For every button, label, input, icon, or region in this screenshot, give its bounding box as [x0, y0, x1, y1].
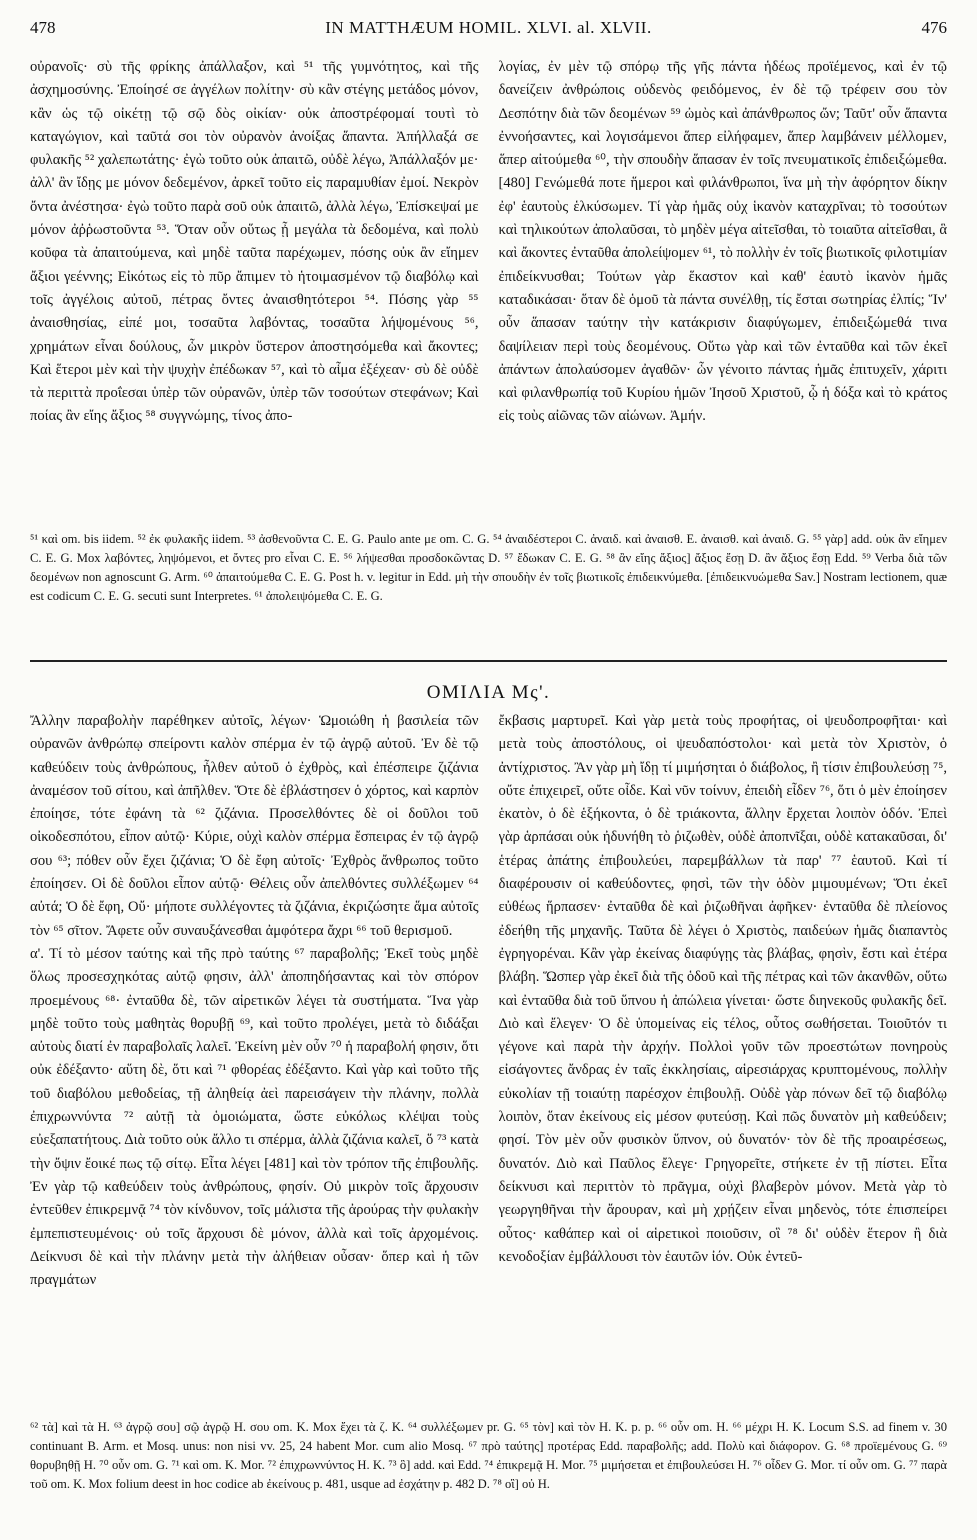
text-column-right-lower: ἔκβασις μαρτυρεῖ. Καὶ γὰρ μετὰ τοὺς προφήτας, οἱ ψευδοπροφῆται· καὶ μετὰ τοὺς ἀποστόλους, οἱ ψευδαπόστολοι· καὶ μετὰ τὸν Χριστὸν, ὁ ἀντίχριστος. Ἂν γὰρ μὴ ἴδῃ τί μιμήσηται ὁ διάβολος, ἢ τίσιν ἐπιβουλεύσῃ ⁷⁵, οὔτε ἐπιχειρεῖ, οὔτε οἶδε. Καὶ νῦν τοίνυν, ἐπειδὴ εἶδεν ⁷⁶, ὅτι ὁ μὲν ἐποίησεν ἑκατὸν, ὁ δὲ ἑξήκοντα, ὁ δὲ τριάκοντα, ἄλλην ἔρχεται λοιπὸν ὁδόν. Ἐπεὶ γὰρ ἁρπάσαι οὐκ ἠδυνήθη τὸ ῥιζωθὲν, οὐδὲ ἀποπνῖξαι, οὐδὲ κατακαῦσαι, δι' ἑτέρας ἀπάτης ἐπιβουλεύει, παρεμβάλλων τὰ παρ' ⁷⁷ ἑαυτοῦ. Καὶ τί διαφέρουσιν οἱ καθεύδοντες, φησὶ, τῶν τὴν ὁδὸν μιμουμένων; Ὅτι ἐκεῖ εὐθέως ἥρπασεν· ἐνταῦθα δὲ καὶ ῥιζωθῆναι ἀφῆκεν· ἐνταῦθα δὲ πλείονος ἐδεήθη τῆς μηχανῆς. Ταῦτα δὲ λέγει ὁ Χριστὸς, παιδεύων ἡμᾶς διαπαντὸς ἐγρηγορέναι. Κἂν γὰρ ἐκείνας διαφύγῃς τὰς βλάβας, φησὶν, ἔστι καὶ ἑτέρα βλάβη. Ὥσπερ γὰρ ἐκεῖ διὰ τῆς ὁδοῦ καὶ τῆς πέτρας καὶ τῶν ἀκανθῶν, οὕτω καὶ ἐνταῦθα διὰ τοῦ ὕπνου ἡ ἀπώλεια γίνεται· ὥστε διηνεκοῦς φυλακῆς δεῖ. Διὸ καὶ ἔλεγεν· Ὁ δὲ ὑπομείνας εἰς τέλος, οὗτος σωθήσεται. Τοιοῦτόν τι γέγονε καὶ παρὰ τὴν ἀρχήν. Πολλοὶ γοῦν τῶν προεστώτων πονηροὺς εἰσάγοντες ἄνδρας ἐν ταῖς ἐκκλησίαις, αἱρεσιάρχας κρυπτομένους, πολλὴν εὐκολίαν τῇ τοιαύτῃ παρέσχον ἐπιβουλῇ. Οὐδὲ γὰρ πόνων δεῖ τῷ διαβόλῳ λοιπὸν, ὅταν ἐκείνους εἰς μέσον φυτεύσῃ. Καὶ πῶς δυνατὸν μὴ καθεύδειν; φησί. Τὸν μὲν οὖν φυσικὸν ὕπνον, οὐ δυνατόν· τὸν δὲ τῆς προαιρέσεως, δυνατόν. Διὸ καὶ Παῦλος ἔλεγε· Γρηγορεῖτε, στήκετε ἐν τῇ πίστει. Εἶτα δείκνυσι καὶ περιττὸν τὸ πρᾶγμα, οὐχὶ βλαβερὸν μόνον. Μετὰ γὰρ τὸ γεωργηθῆναι τὴν ἄρουραν, καὶ μὴ χρῄζειν εἶναι μηδενὸς, τότε ἐπισπείρει οὗτος· καθάπερ καὶ οἱ αἱρετικοὶ ποιοῦσιν, οἳ ⁷⁸ δι' οὐδὲν ἕτερον ἢ διὰ κενοδοξίαν ἐμβάλλουσι τὸν ἑαυτῶν ἰόν. Οὐκ ἐντεῦ-	[498, 713, 947, 1265]
running-head	[30, 18, 947, 44]
text-column-right: λογίας, ἐν μὲν τῷ σπόρῳ τῆς γῆς πάντα ἡδέως προϊέμενος, καὶ ἐν τῷ δανείζειν ἀνθρώποις οὐδενὸς φειδόμενος, ἐν δὲ τῷ τρέφειν σου τὸν Δεσπότην διὰ τῶν δεομένων ⁵⁹ ὠμὸς καὶ ἀπάνθρωπος ὤν; Ταῦτ' οὖν ἅπαντα ἐννοήσαντες, καὶ λογισάμενοι ἅπερ εἰλήφαμεν, ἅπερ λαμβάνειν μέλλομεν, ἅπερ αἰτούμεθα ⁶⁰, τὴν σπουδὴν ἅπασαν ἐν τοῖς πνευματικοῖς ἐπιδειξώμεθα. [480] Γενώμεθά ποτε ἥμεροι καὶ φιλάνθρωποι, ἵνα μὴ τὴν ἀφόρητον δίκην ἐφ' ἑαυτοὺς ἑλκύσωμεν. Τί γὰρ ἡμᾶς οὐχ ἱκανὸν καταχρῖναι; τὸ τοσούτων καὶ τηλικούτων ἀπολαῦσαι, τὸ μηδὲν μέγα αἰτεῖσθαι, τὸ τοιαῦτα αἰτεῖσθαι, ἃ καὶ ἄκοντες ἐνταῦθα ἀπολείψομεν ⁶¹, τὸ πολλὴν ἐν τοῖς βιωτικοῖς φιλοτιμίαν ἐπιδείκνυσθαι; Τούτων γὰρ ἕκαστον καὶ καθ' ἑαυτὸ ἱκανὸν ἡμᾶς καταδικάσαι· ὅταν δὲ ὁμοῦ τὰ πάντα συνέλθῃ, τίς ἔσται σωτηρίας ἐλπίς; Ἵν' οὖν ἅπασαν ταύτην τὴν κατάκρισιν διαφύγωμεν, ἐπιδειξώμεθά τινα δαψίλειαν περὶ τοὺς δεομένους. Οὕτω γὰρ καὶ τῶν ἐνταῦθα καὶ τῶν ἐκεῖ ἀπάντων ἀπολαύσομεν ἀγαθῶν· ὧν γένοιτο πάντας ἡμᾶς ἐπιτυχεῖν, χάριτι καὶ φιλανθρωπίᾳ τοῦ Κυρίου ἡμῶν Ἰησοῦ Χριστοῦ, ᾧ ἡ δόξα καὶ τὸ κράτος εἰς τοὺς αἰῶνας τῶν αἰώνων. Ἀμήν.	[498, 59, 947, 425]
text-column-left: οὐρανοῖς· σὺ τῆς φρίκης ἀπάλλαξον, καὶ ⁵¹ τῆς γυμνότητος, καὶ τῆς ἀσχημοσύνης. Ἐποίησέ σε ἀγγέλων πολίτην· σὺ κἂν στέγης μετάδος μόνον, κἂν ὡς τῷ οἰκέτῃ τῷ σῷ δὸς οἰκίαν· οὐκ ἀποστρέφομαί τουτὶ τὸ καταγώγιον, καὶ ταῦτά σοι τὸν οὐρανὸν ἀνοίξας ἅπαντα. Ἀπήλλαξά σε φυλακῆς ⁵² χαλεπωτάτης· ἐγὼ τοῦτο οὐκ ἀπαιτῶ, οὐδὲ λέγω, Ἀπάλλαξόν με· ἀλλ' ἂν ἴδῃς με μόνον δεδεμένον, ἀρκεῖ τοῦτο εἰς παραμυθίαν ἐμοί. Νεκρὸν ὄντα ἀνέστησα· ἐγὼ τοῦτο παρὰ σοῦ οὐκ ἀπαιτῶ, ἀλλὰ λέγω, Ἐπίσκεψαί με μόνον ἀῤῥωστοῦντα ⁵³. Ὅταν οὖν οὕτως ᾖ μεγάλα τὰ δεδομένα, καὶ πολὺ κοῦφα τὰ ἀπαιτούμενα, καὶ μηδὲ ταῦτα παρέχωμεν, πόσης οὐκ ἂν εἴημεν ἄξιοι γεέννης; Εἰκότως εἰς τὸ πῦρ ἄπιμεν τὸ ἡτοιμασμένον τῷ διαβόλῳ καὶ τοῖς ἀγγέλοις αὐτοῦ, πέτρας ὄντες ἀναισθητότεροι ⁵⁴. Πόσης γὰρ ⁵⁵ ἀναισθησίας, εἰπέ μοι, τοσαῦτα λαβόντας, τοσαῦτα λήψομένους ⁵⁶, χρημάτων εἶναι δούλους, ὧν μικρὸν ὕστερον ἀποστησόμεθα καὶ ἄκοντες; Καὶ ἕτεροι μὲν καὶ τὴν ψυχὴν ἐπέδωκαν ⁵⁷, καὶ τὸ αἷμα ἐξέχεαν· σὺ δὲ οὐδὲ τὰ περιττὰ προΐεσαι ὑπὲρ τῶν οὐρανῶν, ὑπὲρ τῶν τοσούτων στεφάνων; Καὶ ποίας ἂν εἴης ἄξιος ⁵⁸ συγγνώμης, τίνος ἀπο-	[30, 59, 479, 425]
section-divider	[30, 660, 947, 662]
text-column-left-lower: Ἄλλην παραβολὴν παρέθηκεν αὐτοῖς, λέγων· Ὡμοιώθη ἡ βασιλεία τῶν οὐρανῶν ἀνθρώπῳ σπείροντι καλὸν σπέρμα ἐν τῷ ἀγρῷ αὐτοῦ. Ἐν δὲ τῷ καθεύδειν τοὺς ἀνθρώπους, ἦλθεν αὐτοῦ ὁ ἐχθρὸς, καὶ ἐπέσπειρε ζιζάνια ἀναμέσον τοῦ σίτου, καὶ ἀπῆλθεν. Ὅτε δὲ ἐβλάστησεν ὁ χόρτος, καὶ καρπὸν ἐποίησε, τότε ἐφάνη τὰ ⁶² ζιζάνια. Προσελθόντες δὲ οἱ δοῦλοι τοῦ οἰκοδεσπότου, εἶπον αὐτῷ· Κύριε, οὐχὶ καλὸν σπέρμα ἔσπειρας ἐν τῷ ἀγρῷ σου ⁶³; πόθεν οὖν ἔχει ζιζάνια; Ὁ δὲ ἔφη αὐτοῖς· Ἐχθρὸς ἄνθρωπος τοῦτο ἐποίησεν. Οἱ δὲ δοῦλοι εἶπον αὐτῷ· Θέλεις οὖν ἀπελθόντες συλλέξωμεν ⁶⁴ αὐτά; Ὁ δὲ ἔφη, Οὔ· μήποτε συλλέγοντες τὰ ζιζάνια, ἐκριζώσητε ἅμα αὐτοῖς τὸν ⁶⁵ σῖτον. Ἄφετε οὖν συναυξάνεσθαι ἀμφότερα ἄχρι ⁶⁶ τοῦ θερισμοῦ. α'. Τί τὸ μέσον ταύτης καὶ τῆς πρὸ ταύτης ⁶⁷ παραβολῆς; Ἐκεῖ τοὺς μηδὲ ὅλως προσεσχηκότας αὐτῷ φησιν, ἀλλ' ἀποπηδήσαντας καὶ τὸν σπόρον προεμένους ⁶⁸· ἐνταῦθα δὲ, τῶν αἱρετικῶν λέγει τὰ συστήματα. Ἵνα γὰρ μηδὲ τοῦτο τοὺς μαθητὰς θορυβῇ ⁶⁹, καὶ τοῦτο προλέγει, μετὰ τὸ διδάξαι αὐτοὺς διατί ἐν παραβολαῖς λαλεῖ. Ἐκείνη μὲν οὖν ⁷⁰ ἡ παραβολή φησιν, ὅτι οὐκ ἐδέξαντο· αὕτη δὲ, ὅτι καὶ ⁷¹ φθορέας ἐδέξαντο. Καὶ γὰρ καὶ τοῦτο τῆς τοῦ διαβόλου μεθοδείας, τῇ ἀληθείᾳ ἀεὶ παρεισάγειν τὴν πλάνην, πολλὰ ἐπιχρωννύντα ⁷² αὐτῇ τὰ ὁμοιώματα, ὥστε εὐκόλως κλέψαι τοὺς εὐεξαπατήτους. Διὰ τοῦτο οὐκ ἄλλο τι σπέρμα, ἀλλὰ ζιζάνια καλεῖ, ὅ ⁷³ κατὰ τὴν ὄψιν ἔοικέ πως τῷ σίτῳ. Εἶτα λέγει [481] καὶ τὸν τρόπον τῆς ἐπιβουλῆς. Ἐν γὰρ τῷ καθεύδειν τοὺς ἀνθρώπους, φησίν. Οὐ μικρὸν τοῖς ἄρχουσιν ἐντεῦθεν ἐπικρεμνᾷ ⁷⁴ τὸν κίνδυνον, τοῖς μάλιστα τῆς ἀρούρας τὴν φυλακὴν ἐμπεπιστευμένοις· οὐ τοῖς ἄρχουσι δὲ μόνον, ἀλλὰ καὶ τοῖς ἀρχομένοις. Δείκνυσι δὲ καὶ τὴν πλάνην μετὰ τὴν ἀλήθειαν οὖσαν· ὅπερ καὶ ἡ τῶν πραγμάτων	[30, 713, 479, 1289]
footnotes-upper: ⁵¹ καὶ om. bis iidem. ⁵² ἐκ φυλακῆς iidem. ⁵³ ἀσθενοῦντα C. E. G. Paulo ante με om. C. G. ⁵⁴ ἀναιδέστεροι C. ἀναιδ. καὶ ἀναισθ. E. ἀναισθ. καὶ ἀναιδ. G. ⁵⁵ γὰρ] add. οὐκ ἂν εἴημεν C. E. G. Mox λαβόντες, ληψόμενοι, et ὄντες pro εἶναι C. E. ⁵⁶ λήψεσθαι προσδοκῶντας D. ⁵⁷ ἔδωκαν C. E. G. ⁵⁸ ἂν εἴης ἄξιος] ἄξιος ἔσῃ D. ἂν ἄξιος ἔσῃ Edd. ⁵⁹ Verba διὰ τῶν δεομένων non agnoscunt G. Arm. ⁶⁰ ἀπαιτούμεθα C. E. G. Post h. v. legitur in Edd. μὴ τὴν σπουδὴν ἐν τοῖς βιωτικοῖς ἐπιδεικνύμεθα. [ἐπιδεικνυώμεθα Sav.] Nostram lectionem, quæ est codicum C. E. G. secuti sunt Interpretes. ⁶¹ ἀπολειψόμεθα C. E. G.	[30, 532, 947, 603]
text-columns-lower	[30, 710, 947, 1292]
running-title: IN MATTHÆUM HOMIL. XLVI. al. XLVII.	[325, 18, 652, 37]
footnotes-lower: ⁶² τὰ] καὶ τὰ H. ⁶³ ἀγρῷ σου] σῷ ἀγρῷ H. σου om. K. Mox ἔχει τὰ ζ. K. ⁶⁴ συλλέξωμεν pr. G. ⁶⁵ τὸν] καὶ τὸν H. K. p. p. ⁶⁶ οὖν om. H. ⁶⁶ μέχρι H. K. Locum S.S. ad finem v. 30 continuant B. Arm. et Mosq. unus: non nisi vv. 25, 24 habent Mor. cum alio Mosq. ⁶⁷ πρὸ ταύτης] προτέρας Edd. παραβολῆς; add. Πολὺ καὶ διάφορον. G. ⁶⁸ προϊεμένους G. ⁶⁹ θορυβηθῇ H. ⁷⁰ οὖν om. G. ⁷¹ καὶ om. K. Mor. ⁷² ἐπιχρωννύντος H. K. ⁷³ ὃ] add. καὶ Edd. ⁷⁴ ἐπικρεμᾷ H. Mor. ⁷⁵ μιμήσεται et ἐπιβουλεύσει H. ⁷⁶ οἶδεν G. Mor. τί οὖν om. G. ⁷⁷ παρὰ τοῦ om. K. Mox folium deest in hoc codice ab ἐκείνους p. 481, usque ad ἐσχάτην p. 482 D. ⁷⁸ οἳ] οὐ H.	[30, 1420, 947, 1491]
homily-heading: ΟΜΙΛΙΑ Μς'.	[426, 682, 551, 703]
text-columns-upper	[30, 56, 947, 429]
page-number-left: 478	[30, 18, 56, 37]
page-number-right: 476	[921, 18, 947, 37]
